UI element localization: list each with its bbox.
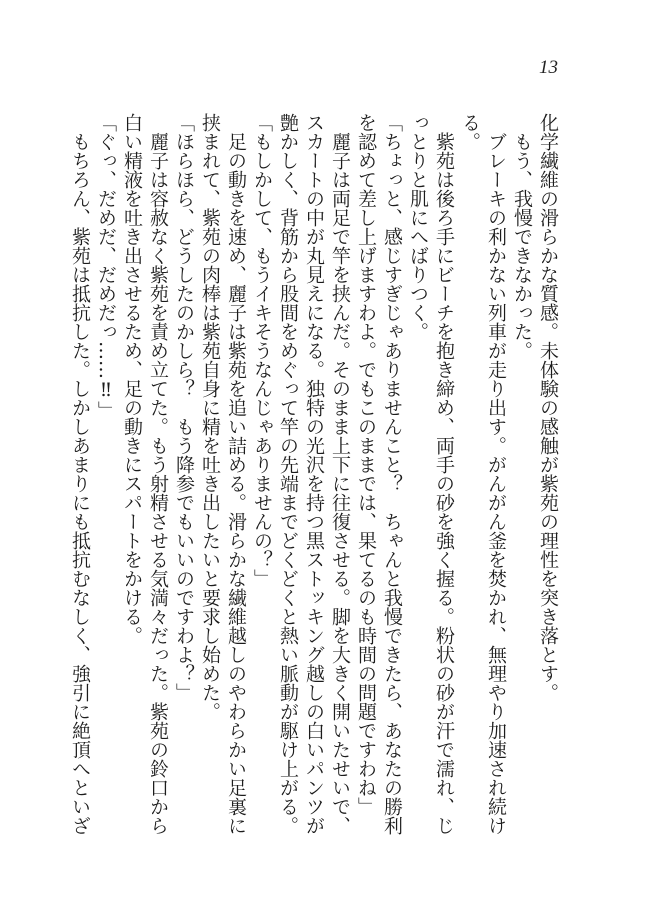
text-line: ブレーキの利かない列車が走り出す。がんがん釜を焚かれ、無理やり加速され続け (485, 113, 507, 835)
vertical-text-body (67, 113, 561, 843)
text-line: 麗子は容赦なく紫苑を責め立てた。もう射精させる気満々だった。紫苑の鈴口から (147, 113, 169, 835)
text-line: もう、我慢できなかった。 (511, 113, 533, 360)
text-line: る。 (459, 113, 481, 151)
text-line: 艶かしく、背筋から股間をめぐって竿の先端までどくどくと熱い脈動が駆け上がる。 (277, 113, 299, 835)
text-line: 足の動きを速め、麗子は紫苑を追い詰める。滑らかな繊維越しのやわらかい足裏に (225, 113, 247, 835)
text-line: 挟まれて、紫苑の肉棒は紫苑自身に精を吐き出したいと要求し始めた。 (199, 113, 221, 721)
text-line: 紫苑は後ろ手にビーチを抱き締め、両手の砂を強く握る。粉状の砂が汗で濡れ、じ (433, 113, 455, 835)
text-line: 「もしかして、もうイキそうなんじゃありませんの？」 (251, 113, 273, 588)
text-line: 化学繊維の滑らかな質感。未体験の感触が紫苑の理性を突き落とす。 (537, 113, 559, 702)
text-line: を認めて差し上げますわよ。でもこのままでは、果てるのも時間の問題ですわね」 (355, 113, 377, 816)
text-line: 「ちょっと、感じすぎじゃありませんこと？ ちゃんと我慢できたら、あなたの勝利 (381, 113, 403, 835)
text-line: 麗子は両足で竿を挟んだ。そのまま上下に往復させる。脚を大きく開いたせいで、 (329, 113, 351, 835)
text-line: 「ぐっ、だめだ、だめだっ……‼」 (95, 113, 117, 420)
text-line: 白い精液を吐き出させるため、足の動きにスパートをかける。 (121, 113, 143, 645)
text-line: 「ほらほら、どうしたのかしら？ もう降参でもいいのですわよ？」 (173, 113, 195, 702)
text-line: っとりと肌にへばりつく。 (407, 113, 429, 341)
text-line: もちろん、紫苑は抵抗した。しかしあまりにも抵抗むなしく、強引に絶頂へといざ (69, 113, 91, 835)
text-line: スカートの中が丸見えになる。独特の光沢を持つ黒ストッキング越しの白いパンツが (303, 113, 325, 835)
page-number: 13 (539, 57, 558, 78)
